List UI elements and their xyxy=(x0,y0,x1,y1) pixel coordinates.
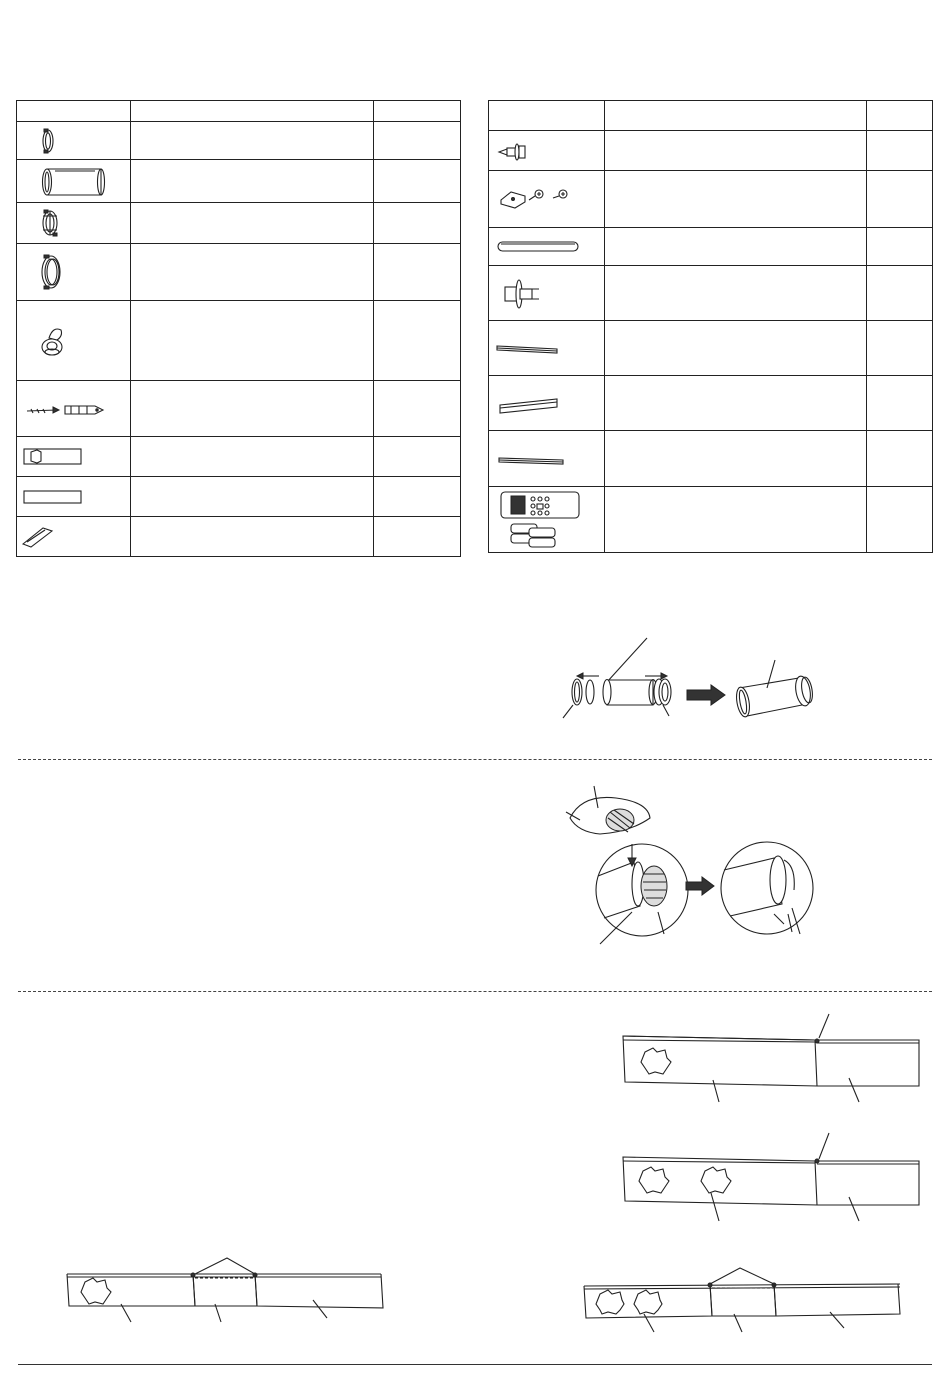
header-cell-qty xyxy=(374,101,461,122)
part-name xyxy=(131,301,374,381)
drain-hose-icon xyxy=(489,229,603,265)
part-name xyxy=(605,487,867,553)
table-row xyxy=(489,171,933,228)
header-cell-qty xyxy=(867,101,933,131)
big-arrow-icon xyxy=(686,877,714,895)
remote-control-and-batteries-icon xyxy=(489,488,603,552)
slider-panel-extension xyxy=(255,1274,383,1308)
part-qty xyxy=(374,477,461,517)
part-qty xyxy=(374,381,461,437)
table-row xyxy=(17,301,461,381)
part-name xyxy=(605,131,867,171)
foam-strip-b-icon xyxy=(489,377,603,430)
part-qty xyxy=(867,321,933,376)
table-row xyxy=(489,228,933,266)
part-qty xyxy=(374,122,461,160)
window-slider-adapter-icon xyxy=(17,123,129,159)
zoom-circle-after xyxy=(721,842,813,934)
part-name xyxy=(131,244,374,301)
table-header-row xyxy=(17,101,461,122)
security-bracket-and-screws-icon xyxy=(489,172,603,227)
window-slider-double-hole-figure xyxy=(615,1125,925,1225)
part-name xyxy=(131,381,374,437)
big-arrow-icon xyxy=(687,685,725,705)
header-cell-name xyxy=(131,101,374,122)
slider-panel-extension xyxy=(774,1284,900,1316)
accessories-table-right xyxy=(488,100,933,553)
foam-seal-icon xyxy=(17,518,129,556)
table-row xyxy=(489,376,933,431)
part-name xyxy=(131,477,374,517)
callout-line xyxy=(195,1258,255,1274)
window-slider-double-hole-extended-figure xyxy=(580,1262,910,1342)
part-name xyxy=(131,203,374,244)
page-bottom-rule xyxy=(18,1364,932,1365)
foam-strip-c-icon xyxy=(489,432,603,486)
hose-adapter-icon xyxy=(17,245,129,300)
window-adapter-icon xyxy=(17,204,129,243)
window-slider-single-hole-figure xyxy=(615,1010,925,1110)
table-row xyxy=(17,160,461,203)
part-qty xyxy=(867,487,933,553)
table-row xyxy=(17,244,461,301)
part-qty xyxy=(867,228,933,266)
table-row xyxy=(17,381,461,437)
part-qty xyxy=(374,203,461,244)
callout-line xyxy=(607,638,647,682)
section-divider xyxy=(18,991,932,992)
part-name xyxy=(131,160,374,203)
assembled-hose xyxy=(734,675,814,718)
slider-panel-center xyxy=(710,1284,776,1316)
part-qty xyxy=(374,301,461,381)
accessories-table-left xyxy=(16,100,461,557)
part-name xyxy=(131,517,374,557)
hose-diagram xyxy=(572,679,671,705)
drain-pipe-adapter-icon xyxy=(489,267,603,320)
part-qty xyxy=(374,517,461,557)
part-qty xyxy=(374,160,461,203)
header-cell-name xyxy=(605,101,867,131)
window-slider-single-hole-extended-figure xyxy=(55,1250,395,1330)
table-row xyxy=(17,203,461,244)
unit-rear-detail xyxy=(566,786,650,834)
table-row xyxy=(17,517,461,557)
table-row xyxy=(17,437,461,477)
part-qty xyxy=(867,131,933,171)
section-divider xyxy=(18,759,932,760)
table-row xyxy=(489,431,933,487)
part-qty xyxy=(867,171,933,228)
part-name xyxy=(131,122,374,160)
exhaust-hose-icon xyxy=(17,161,129,202)
part-qty xyxy=(867,266,933,321)
table-row xyxy=(17,122,461,160)
part-qty xyxy=(374,244,461,301)
bolt-icon xyxy=(489,132,603,170)
part-qty xyxy=(867,376,933,431)
part-name xyxy=(605,376,867,431)
window-slider-a-icon xyxy=(17,438,129,476)
table-row xyxy=(489,487,933,553)
slider-panel-center xyxy=(193,1274,257,1306)
window-slider-b-icon xyxy=(17,478,129,516)
foam-strip-a-icon xyxy=(489,322,603,375)
table-row xyxy=(489,131,933,171)
header-cell-icon xyxy=(17,101,131,122)
part-name xyxy=(605,431,867,487)
hose-installation-figure xyxy=(560,782,860,962)
header-cell-icon xyxy=(489,101,605,131)
table-row xyxy=(489,321,933,376)
callout-line xyxy=(710,1268,774,1284)
table-header-row xyxy=(489,101,933,131)
slider-panel-extension xyxy=(815,1161,919,1205)
slider-panel-extension xyxy=(815,1040,919,1086)
part-qty xyxy=(374,437,461,477)
table-row xyxy=(17,477,461,517)
table-row xyxy=(489,266,933,321)
part-name xyxy=(131,437,374,477)
part-name xyxy=(605,266,867,321)
drain-connector-icon xyxy=(17,302,129,380)
part-name xyxy=(605,321,867,376)
part-name xyxy=(605,171,867,228)
part-name xyxy=(605,228,867,266)
hose-assembly-figure xyxy=(555,630,835,740)
part-qty xyxy=(867,431,933,487)
screw-and-anchor-icon xyxy=(17,382,129,436)
